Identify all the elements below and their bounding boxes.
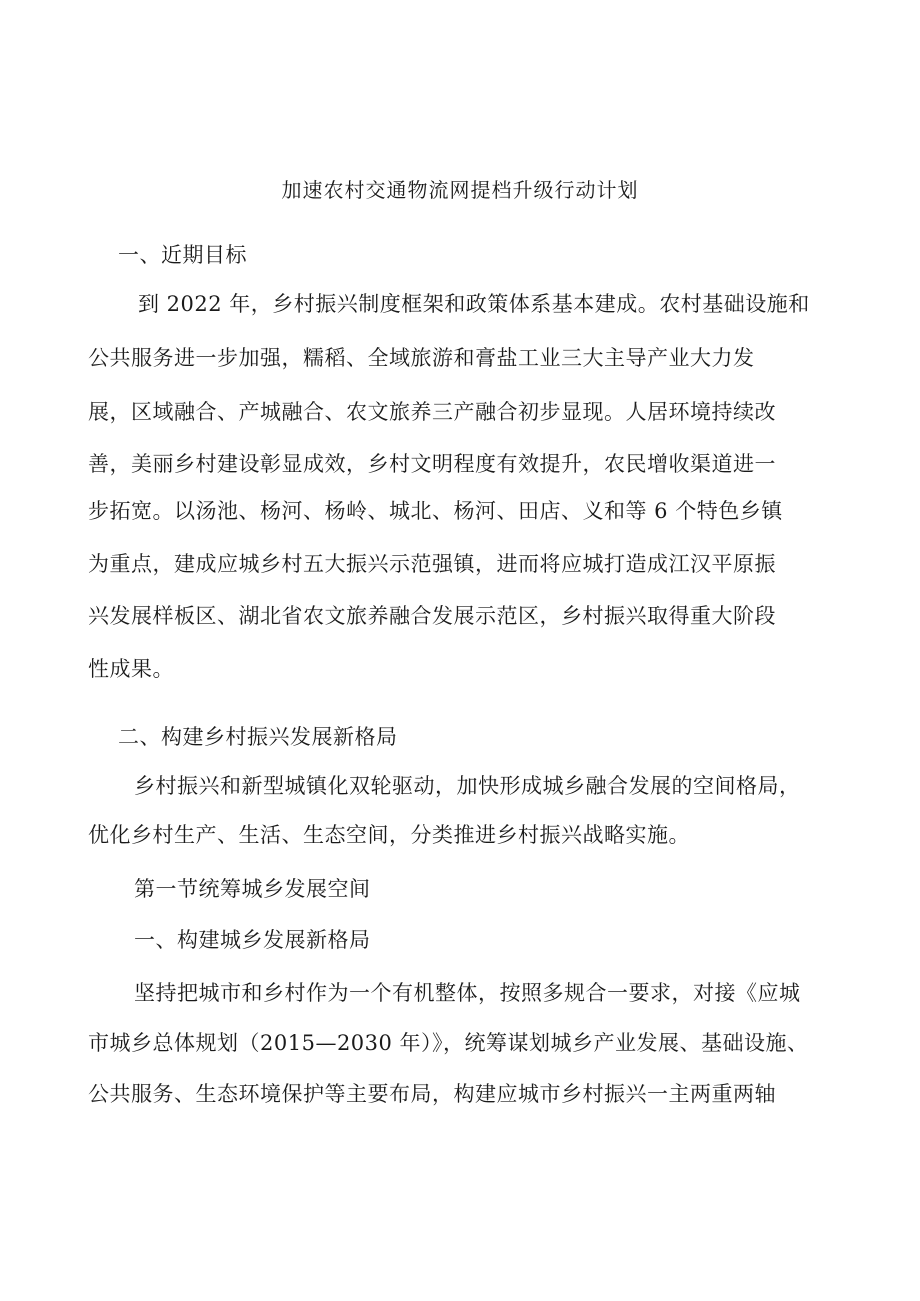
paragraph-line: 为重点，建成应城乡村五大振兴示范强镇，进而将应城打造成江汉平原振 (88, 552, 776, 576)
paragraph-line: 公共服务进一步加强，糯稻、全域旅游和膏盐工业三大主导产业大力发 (88, 346, 755, 370)
item-heading: 一、构建城乡发展新格局 (134, 928, 371, 952)
paragraph-line: 市城乡总体规划（2015—2030 年）》，统筹谋划城乡产业发展、基础设施、 (88, 1031, 809, 1055)
paragraph-line: 性成果。 (88, 657, 174, 681)
paragraph-line: 到 2022 年，乡村振兴制度框架和政策体系基本建成。农村基础设施和 (138, 292, 810, 316)
paragraph-line: 兴发展样板区、湖北省农文旅养融合发展示范区，乡村振兴取得重大阶段 (88, 604, 776, 628)
paragraph-line: 善，美丽乡村建设彰显成效，乡村文明程度有效提升，农民增收渠道进一 (88, 452, 776, 476)
paragraph-line: 优化乡村生产、生活、生态空间，分类推进乡村振兴战略实施。 (88, 823, 690, 847)
section-heading-near-term-goals: 一、近期目标 (118, 243, 247, 267)
paragraph-line: 坚持把城市和乡村作为一个有机整体，按照多规合一要求，对接《应城 (134, 981, 801, 1005)
section-heading-new-pattern: 二、构建乡村振兴发展新格局 (118, 725, 398, 749)
document-title: 加速农村交通物流网提档升级行动计划 (281, 178, 639, 202)
paragraph-line: 步拓宽。以汤池、杨河、杨岭、城北、杨河、田店、义和等 6 个特色乡镇 (88, 499, 783, 523)
paragraph-line: 乡村振兴和新型城镇化双轮驱动，加快形成城乡融合发展的空间格局， (134, 774, 801, 798)
paragraph-line: 展，区域融合、产城融合、农文旅养三产融合初步显现。人居环境持续改 (88, 400, 776, 424)
subsection-heading: 第一节统筹城乡发展空间 (134, 877, 371, 901)
paragraph-line: 公共服务、生态环境保护等主要布局，构建应城市乡村振兴一主两重两轴 (88, 1082, 776, 1106)
